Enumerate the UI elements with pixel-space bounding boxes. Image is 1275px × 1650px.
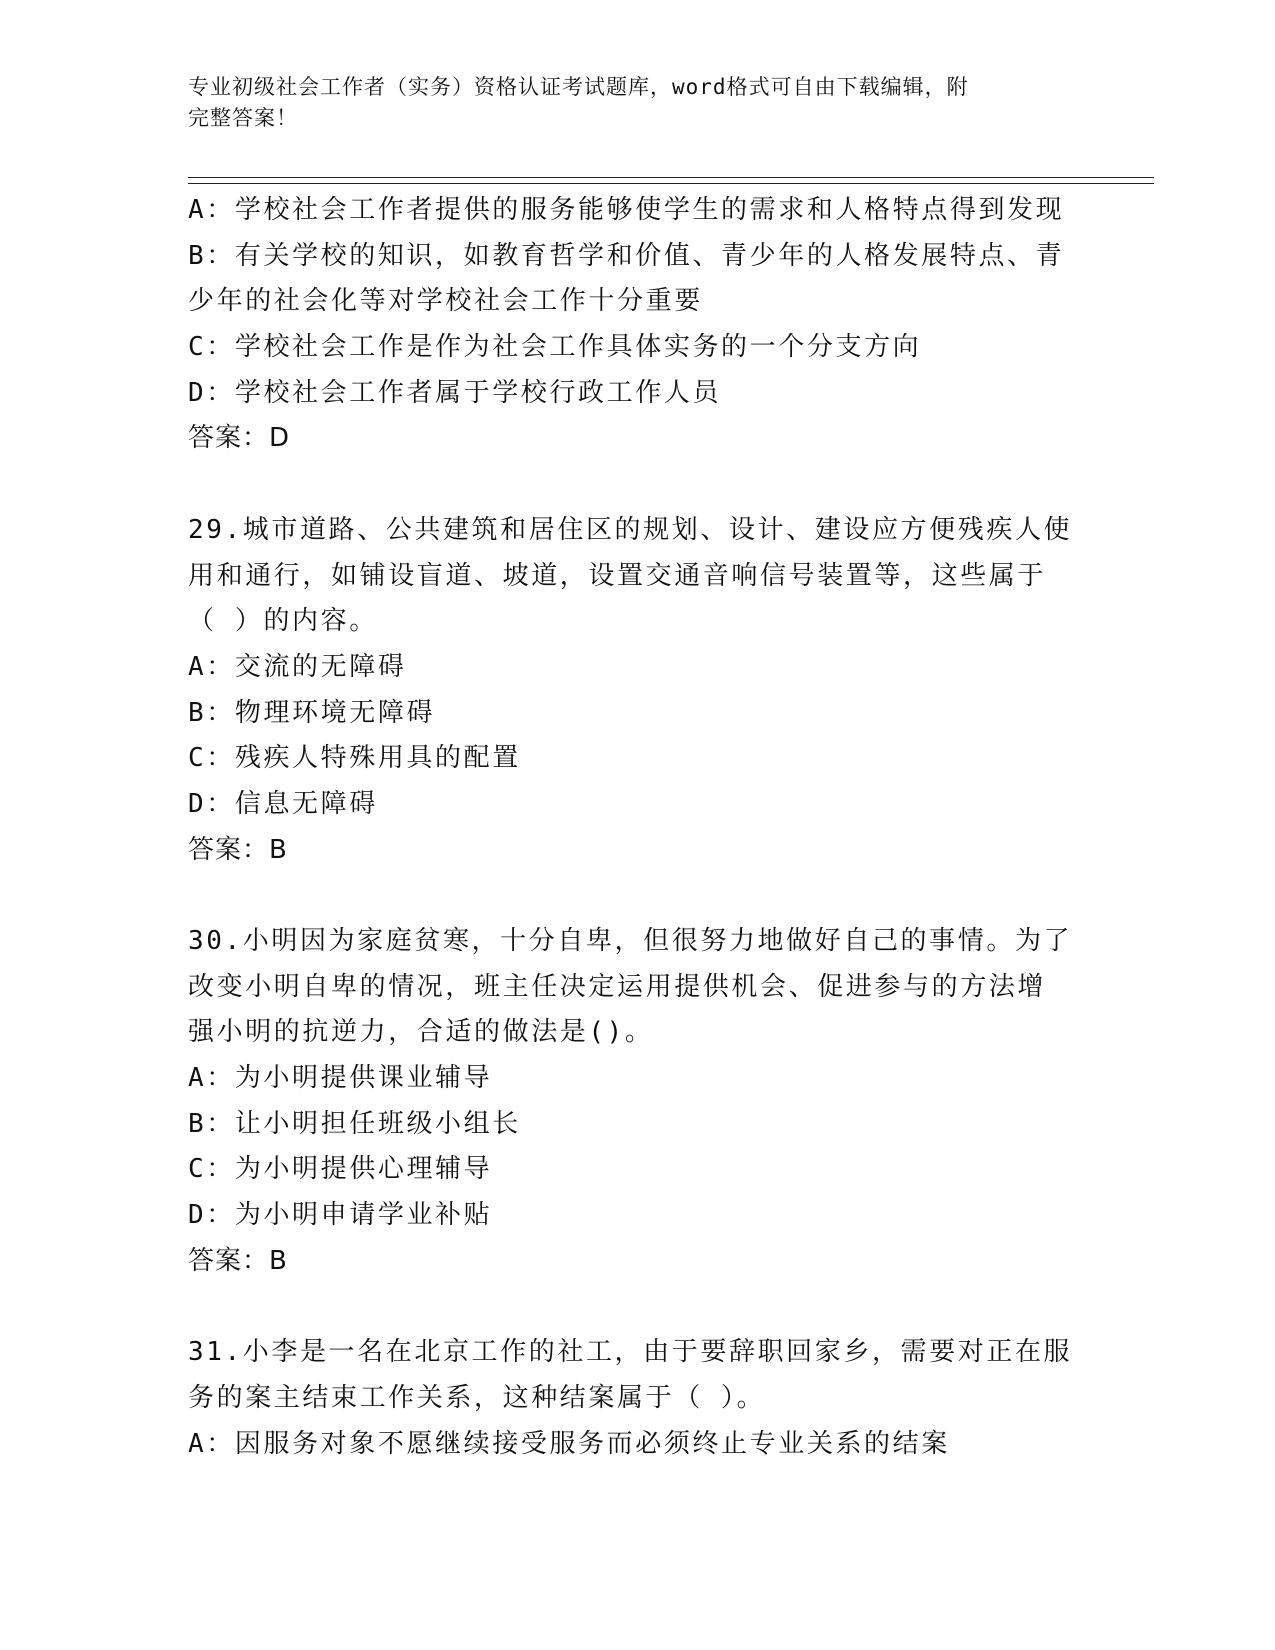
q28-option-b-line-2: 少年的社会化等对学校社会工作十分重要	[188, 286, 703, 317]
q30-stem-line-2: 改变小明自卑的情况，班主任决定运用提供机会、促进参与的方法增	[188, 971, 1047, 1002]
header-line-1: 专业初级社会工作者（实务）资格认证考试题库，word格式可自由下载编辑，附	[188, 75, 969, 99]
document-header	[188, 72, 1068, 134]
q30-stem-line-1: 30.小明因为家庭贫寒，十分自卑，但很努力地做好自己的事情。为了	[188, 926, 1073, 956]
q28-option-d: D：学校社会工作者属于学校行政工作人员	[188, 377, 722, 408]
q31-stem-line-1: 31.小李是一名在北京工作的社工，由于要辞职回家乡，需要对正在服	[188, 1337, 1073, 1368]
header-rule-bottom	[188, 183, 1154, 184]
question-content	[188, 188, 1088, 1467]
q29-option-a: A：交流的无障碍	[188, 651, 407, 682]
q29-stem-line-1: 29.城市道路、公共建筑和居住区的规划、设计、建设应方便残疾人使	[188, 514, 1073, 545]
question-spacer	[188, 1285, 1088, 1331]
question-29	[188, 508, 1088, 874]
q30-option-b: B：让小明担任班级小组长	[188, 1108, 521, 1139]
question-spacer	[188, 462, 1088, 508]
question-31	[188, 1330, 1088, 1467]
q31-option-a: A：因服务对象不愿继续接受服务而必须终止专业关系的结案	[188, 1428, 950, 1459]
question-28-continued	[188, 188, 1088, 462]
q30-answer: 答案：B	[188, 1245, 288, 1276]
header-rule-top	[188, 177, 1154, 178]
q30-option-d: D：为小明申请学业补贴	[188, 1200, 493, 1231]
q28-option-b-line-1: B：有关学校的知识，如教育哲学和价值、青少年的人格发展特点、青	[188, 240, 1065, 271]
q29-answer: 答案：B	[188, 834, 288, 865]
q28-option-a: A：学校社会工作者提供的服务能够使学生的需求和人格特点得到发现	[188, 195, 1065, 225]
q28-option-c: C：学校社会工作是作为社会工作具体实务的一个分支方向	[188, 332, 922, 363]
q29-option-d: D：信息无障碍	[188, 788, 378, 819]
q31-stem-line-2: 务的案主结束工作关系，这种结案属于（ ）。	[188, 1382, 766, 1413]
header-line-2: 完整答案！	[188, 106, 298, 130]
q29-stem-line-2: 用和通行，如铺设盲道、坡道，设置交通音响信号装置等，这些属于	[188, 560, 1047, 591]
question-spacer	[188, 873, 1088, 919]
question-30	[188, 919, 1088, 1285]
q30-option-c: C：为小明提供心理辅导	[188, 1154, 493, 1185]
q30-stem-line-3: 强小明的抗逆力，合适的做法是()。	[188, 1017, 654, 1048]
q28-answer: 答案：D	[188, 423, 291, 454]
q29-option-c: C：残疾人特殊用具的配置	[188, 743, 521, 774]
q29-option-b: B：物理环境无障碍	[188, 697, 436, 728]
q29-stem-line-3: （ ）的内容。	[188, 606, 378, 637]
q30-option-a: A：为小明提供课业辅导	[188, 1063, 493, 1094]
